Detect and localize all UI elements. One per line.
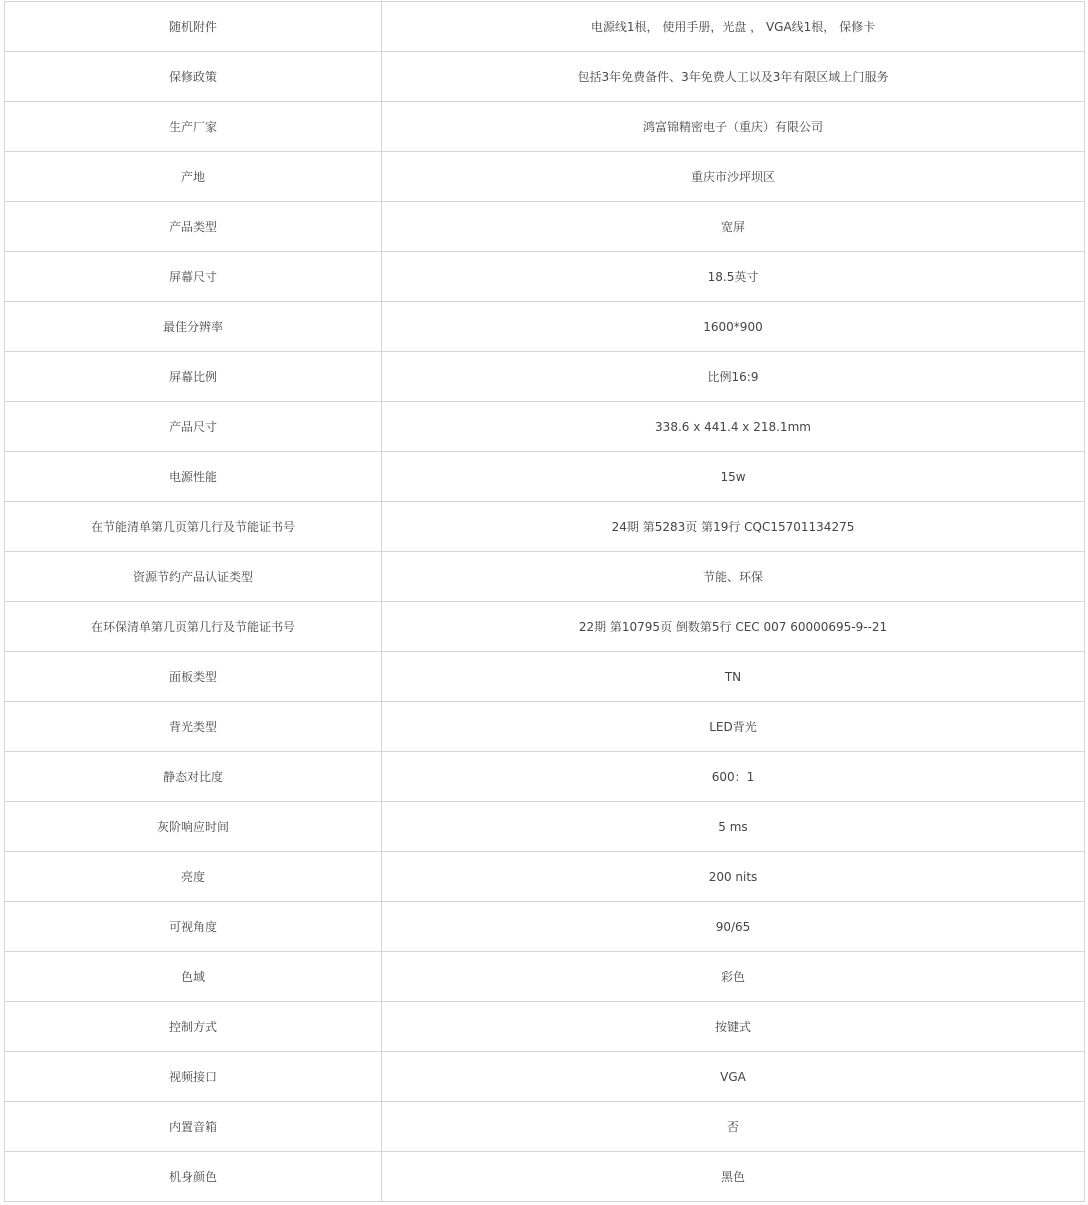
spec-value: 宽屏 <box>382 202 1085 252</box>
table-row <box>5 202 1085 252</box>
spec-label: 产品尺寸 <box>5 402 382 452</box>
spec-label: 色域 <box>5 952 382 1002</box>
table-row <box>5 1052 1085 1102</box>
table-row <box>5 402 1085 452</box>
spec-value: 5 ms <box>382 802 1085 852</box>
spec-value: 否 <box>382 1102 1085 1152</box>
spec-label: 电源性能 <box>5 452 382 502</box>
spec-value: 鸿富锦精密电子（重庆）有限公司 <box>382 102 1085 152</box>
spec-value: 24期 第5283页 第19行 CQC15701134275 <box>382 502 1085 552</box>
spec-label: 屏幕比例 <box>5 352 382 402</box>
spec-label: 面板类型 <box>5 652 382 702</box>
table-row <box>5 1002 1085 1052</box>
spec-label: 最佳分辨率 <box>5 302 382 352</box>
spec-value: 15w <box>382 452 1085 502</box>
table-row <box>5 602 1085 652</box>
spec-value: TN <box>382 652 1085 702</box>
spec-label: 产地 <box>5 152 382 202</box>
table-row <box>5 352 1085 402</box>
table-row <box>5 1102 1085 1152</box>
spec-label: 可视角度 <box>5 902 382 952</box>
spec-value: 600：1 <box>382 752 1085 802</box>
table-row <box>5 802 1085 852</box>
spec-value: 包括3年免费备件、3年免费人工以及3年有限区域上门服务 <box>382 52 1085 102</box>
spec-value: LED背光 <box>382 702 1085 752</box>
spec-label: 在环保清单第几页第几行及节能证书号 <box>5 602 382 652</box>
spec-value: VGA <box>382 1052 1085 1102</box>
spec-label: 在节能清单第几页第几行及节能证书号 <box>5 502 382 552</box>
spec-label: 保修政策 <box>5 52 382 102</box>
spec-label: 静态对比度 <box>5 752 382 802</box>
table-row <box>5 52 1085 102</box>
table-row <box>5 502 1085 552</box>
spec-value: 电源线1根， 使用手册，光盘 ， VGA线1根， 保修卡 <box>382 2 1085 52</box>
spec-value: 1600*900 <box>382 302 1085 352</box>
table-row <box>5 302 1085 352</box>
spec-label: 亮度 <box>5 852 382 902</box>
spec-label: 屏幕尺寸 <box>5 252 382 302</box>
spec-value: 重庆市沙坪坝区 <box>382 152 1085 202</box>
table-row <box>5 752 1085 802</box>
table-row <box>5 152 1085 202</box>
spec-value: 338.6 x 441.4 x 218.1mm <box>382 402 1085 452</box>
spec-label: 随机附件 <box>5 2 382 52</box>
table-row <box>5 452 1085 502</box>
table-row <box>5 952 1085 1002</box>
spec-table-container <box>4 1 1084 1202</box>
table-row <box>5 852 1085 902</box>
spec-value: 比例16:9 <box>382 352 1085 402</box>
spec-table-body <box>5 2 1085 1202</box>
spec-label: 背光类型 <box>5 702 382 752</box>
table-row <box>5 102 1085 152</box>
spec-label: 产品类型 <box>5 202 382 252</box>
spec-value: 节能、环保 <box>382 552 1085 602</box>
table-row <box>5 2 1085 52</box>
table-row <box>5 702 1085 752</box>
table-row <box>5 652 1085 702</box>
spec-value: 黑色 <box>382 1152 1085 1202</box>
table-row <box>5 1152 1085 1202</box>
table-row <box>5 902 1085 952</box>
spec-label: 控制方式 <box>5 1002 382 1052</box>
table-row <box>5 252 1085 302</box>
table-row <box>5 552 1085 602</box>
spec-value: 22期 第10795页 倒数第5行 CEC 007 60000695-9--21 <box>382 602 1085 652</box>
spec-value: 90/65 <box>382 902 1085 952</box>
spec-table <box>4 1 1085 1202</box>
spec-value: 200 nits <box>382 852 1085 902</box>
spec-value: 按键式 <box>382 1002 1085 1052</box>
spec-label: 机身颜色 <box>5 1152 382 1202</box>
spec-label: 灰阶响应时间 <box>5 802 382 852</box>
spec-label: 生产厂家 <box>5 102 382 152</box>
spec-value: 彩色 <box>382 952 1085 1002</box>
spec-label: 资源节约产品认证类型 <box>5 552 382 602</box>
spec-label: 视频接口 <box>5 1052 382 1102</box>
spec-value: 18.5英寸 <box>382 252 1085 302</box>
spec-label: 内置音箱 <box>5 1102 382 1152</box>
